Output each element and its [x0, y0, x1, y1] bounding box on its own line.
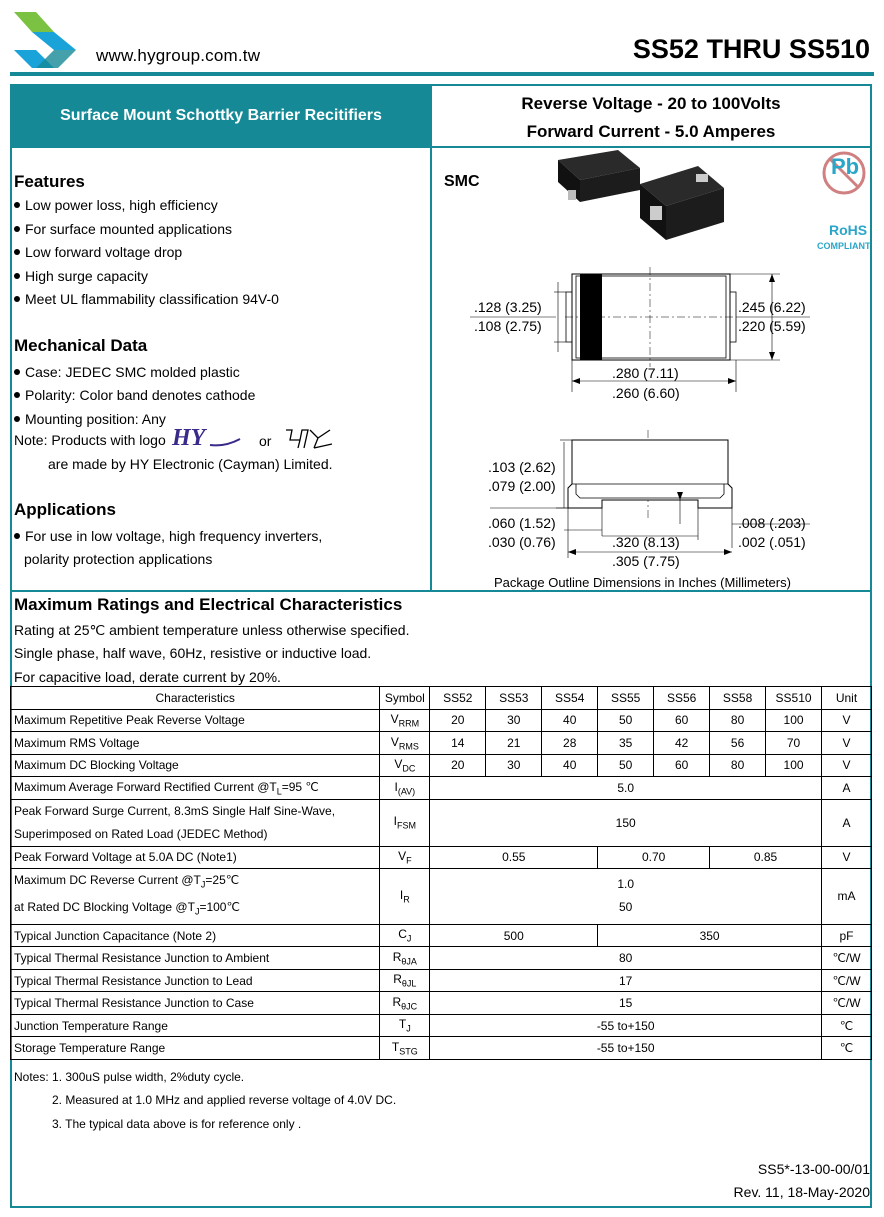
header-cell: SS54 — [542, 687, 598, 710]
dim-standoff-max: .008 (.203) — [738, 515, 806, 531]
value-cell: 150 — [430, 799, 822, 846]
smc-package-photo — [552, 148, 732, 246]
header-cell: SS58 — [710, 687, 766, 710]
ratings-condition: Rating at 25℃ ambient temperature unless otherwise specified. — [14, 622, 410, 638]
table-row — [11, 846, 872, 869]
symbol-cell: $I_{FSM}$ — [380, 799, 430, 846]
svg-text:HY: HY — [172, 425, 206, 449]
row-label: Maximum DC Reverse Current $@T_J=25℃$ at Rated DC Blocking Voltage $@T_J=100℃$ — [11, 869, 380, 925]
value-cell: 0.85 — [710, 846, 822, 869]
unit-cell: V — [822, 754, 872, 777]
dim-thickness-min: .079 (2.00) — [488, 478, 556, 494]
value-cell: 100 — [766, 709, 822, 732]
table-row — [11, 1037, 872, 1060]
table-row — [11, 969, 872, 992]
hy-bold-logo-icon — [170, 425, 242, 449]
note-1: Notes: 1. 300uS pulse width, 2%duty cycle. — [14, 1070, 245, 1084]
feature-item: Meet UL flammability classification 94V-0 — [14, 291, 279, 307]
symbol-cell: $V_{DC}$ — [380, 754, 430, 777]
unit-cell: V — [822, 732, 872, 755]
hy-logo-icon — [14, 10, 80, 70]
row-label: Storage Temperature Range — [11, 1037, 380, 1060]
note-2: 2. Measured at 1.0 MHz and applied reverse voltage of 4.0V DC. — [52, 1093, 397, 1107]
header-cell: Characteristics — [11, 687, 380, 710]
value-cell: 40 — [542, 754, 598, 777]
table-row — [11, 1014, 872, 1037]
revision-info: Rev. 11, 18-May-2020 — [733, 1184, 870, 1200]
feature-item: For surface mounted applications — [14, 221, 232, 237]
symbol-cell: $V_{RMS}$ — [380, 732, 430, 755]
value-cell: 28 — [542, 732, 598, 755]
symbol-cell: $T_{STG}$ — [380, 1037, 430, 1060]
value-cell: 60 — [654, 754, 710, 777]
symbol-cell: $I_{(AV)}$ — [380, 777, 430, 800]
feature-item: Low power loss, high efficiency — [14, 197, 218, 213]
table-row — [11, 777, 872, 800]
header-cell: SS510 — [766, 687, 822, 710]
dim-height-min: .220 (5.59) — [738, 318, 806, 334]
rohs-label: RoHS — [829, 222, 868, 238]
rating-summary — [432, 86, 870, 146]
divider-vertical — [430, 86, 432, 592]
value-cell: 35 — [598, 732, 654, 755]
logo-note-suffix: are made by HY Electronic (Cayman) Limited. — [48, 456, 333, 472]
package-caption: Package Outline Dimensions in Inches (Millimeters) — [494, 575, 791, 590]
row-label: Typical Thermal Resistance Junction to Ambient — [11, 947, 380, 970]
table-row — [11, 869, 872, 925]
symbol-cell: $V_F$ — [380, 846, 430, 869]
symbol-cell: $I_R$ — [380, 869, 430, 925]
value-cell: 21 — [486, 732, 542, 755]
unit-cell: A — [822, 777, 872, 800]
header-cell: Symbol — [380, 687, 430, 710]
dim-length-max: .280 (7.11) — [612, 365, 679, 381]
application-item-cont: polarity protection applications — [24, 551, 213, 567]
website-url[interactable]: www.hygroup.com.tw — [96, 46, 261, 65]
header-cell: SS55 — [598, 687, 654, 710]
unit-cell: mA — [822, 869, 872, 925]
row-label: Peak Forward Surge Current, 8.3mS Single Half Sine-Wave, Superimposed on Rated Load (JEDEC Method) — [11, 799, 380, 846]
value-cell: 350 — [598, 924, 822, 947]
note-3: 3. The typical data above is for reference only . — [52, 1117, 302, 1131]
rohs-compliant-label: COMPLIANT — [817, 241, 871, 251]
dim-width-max: .128 (3.25) — [474, 299, 542, 315]
value-cell: 20 — [430, 754, 486, 777]
dim-lead-min: .030 (0.76) — [488, 534, 556, 550]
header-rule — [10, 72, 874, 76]
table-row — [11, 947, 872, 970]
hy-outline-logo-icon — [284, 426, 334, 450]
value-cell: 17 — [430, 969, 822, 992]
row-label: Maximum RMS Voltage — [11, 732, 380, 755]
row-label: Maximum Average Forward Rectified Current $@T_L=95$ ℃ — [11, 777, 380, 800]
dim-width-min: .108 (2.75) — [474, 318, 542, 334]
unit-cell: A — [822, 799, 872, 846]
table-header-row — [11, 687, 872, 710]
value-cell: 20 — [430, 709, 486, 732]
application-item: For use in low voltage, high frequency inverters, — [14, 528, 322, 544]
characteristics-table — [10, 686, 872, 1060]
dim-height-max: .245 (6.22) — [738, 299, 806, 315]
logo-note: Note: Products with logo — [14, 432, 166, 448]
value-cell: 50 — [598, 754, 654, 777]
dim-overall-min: .305 (7.75) — [612, 553, 680, 569]
features-title: Features — [14, 172, 85, 191]
unit-cell: V — [822, 846, 872, 869]
logo-note-or: or — [259, 433, 272, 449]
document-number: SS5*-13-00-00/01 — [757, 1161, 870, 1177]
table-row — [11, 754, 872, 777]
applications-title: Applications — [14, 500, 117, 519]
value-cell: 40 — [542, 709, 598, 732]
dim-overall-max: .320 (8.13) — [612, 534, 680, 550]
value-cell: 56 — [710, 732, 766, 755]
header-cell: SS52 — [430, 687, 486, 710]
value-cell: 14 — [430, 732, 486, 755]
value-cell: 60 — [654, 709, 710, 732]
value-cell: 15 — [430, 992, 822, 1015]
value-cell: 30 — [486, 709, 542, 732]
product-type-banner: Surface Mount Schottky Barrier Recitifiers — [12, 86, 430, 146]
value-cell: 5.0 — [430, 777, 822, 800]
feature-item: High surge capacity — [14, 268, 148, 284]
row-label: Maximum Repetitive Peak Reverse Voltage — [11, 709, 380, 732]
symbol-cell: $R_{\theta JC}$ — [380, 992, 430, 1015]
value-cell: -55 to+150 — [430, 1037, 822, 1060]
symbol-cell: $C_J$ — [380, 924, 430, 947]
forward-current-summary: Forward Current - 5.0 Amperes — [526, 122, 776, 141]
value-cell: 42 — [654, 732, 710, 755]
dim-length-min: .260 (6.60) — [612, 385, 680, 401]
row-label: Typical Thermal Resistance Junction to Case — [11, 992, 380, 1015]
ratings-condition: Single phase, half wave, 60Hz, resistive or inductive load. — [14, 645, 372, 661]
unit-cell: V — [822, 709, 872, 732]
value-cell: -55 to+150 — [430, 1014, 822, 1037]
mechanical-item: Polarity: Color band denotes cathode — [14, 387, 255, 403]
divider-horizontal — [12, 146, 870, 148]
mechanical-title: Mechanical Data — [14, 336, 148, 355]
mechanical-item: Case: JEDEC SMC molded plastic — [14, 364, 240, 380]
table-row — [11, 924, 872, 947]
unit-cell: ℃ — [822, 1014, 872, 1037]
row-label: Typical Thermal Resistance Junction to Lead — [11, 969, 380, 992]
dim-standoff-min: .002 (.051) — [738, 534, 806, 550]
header-cell: Unit — [822, 687, 872, 710]
row-label: Junction Temperature Range — [11, 1014, 380, 1037]
value-cell: 80 — [710, 709, 766, 732]
unit-cell: ℃/W — [822, 947, 872, 970]
divider-horizontal — [12, 590, 870, 592]
ratings-condition: For capacitive load, derate current by 20%. — [14, 669, 281, 685]
mechanical-item: Mounting position: Any — [14, 411, 166, 427]
reverse-voltage-summary: Reverse Voltage - 20 to 100Volts — [521, 94, 781, 113]
row-label: Maximum DC Blocking Voltage — [11, 754, 380, 777]
value-cell: 80 — [710, 754, 766, 777]
value-cell: 100 — [766, 754, 822, 777]
row-label: Typical Junction Capacitance (Note 2) — [11, 924, 380, 947]
part-title: SS52 THRU SS510 — [632, 34, 870, 64]
value-cell: 80 — [430, 947, 822, 970]
value-cell: 0.55 — [430, 846, 598, 869]
table-row — [11, 709, 872, 732]
unit-cell: ℃/W — [822, 969, 872, 992]
dim-thickness-max: .103 (2.62) — [488, 459, 556, 475]
value-cell: 70 — [766, 732, 822, 755]
symbol-cell: $R_{\theta JA}$ — [380, 947, 430, 970]
unit-cell: pF — [822, 924, 872, 947]
row-label: Peak Forward Voltage at 5.0A DC (Note1) — [11, 846, 380, 869]
unit-cell: ℃ — [822, 1037, 872, 1060]
dim-lead-max: .060 (1.52) — [488, 515, 556, 531]
ratings-title: Maximum Ratings and Electrical Characteristics — [14, 595, 403, 614]
symbol-cell: $T_J$ — [380, 1014, 430, 1037]
symbol-cell: $V_{RRM}$ — [380, 709, 430, 732]
pb-label: Pb — [831, 154, 860, 179]
header-cell: SS56 — [654, 687, 710, 710]
package-name: SMC — [444, 173, 480, 190]
table-row — [11, 732, 872, 755]
value-cell: 0.70 — [598, 846, 710, 869]
value-cell: 500 — [430, 924, 598, 947]
value-cell: 1.0 50 — [430, 869, 822, 925]
symbol-cell: $R_{\theta JL}$ — [380, 969, 430, 992]
unit-cell: ℃/W — [822, 992, 872, 1015]
value-cell: 50 — [598, 709, 654, 732]
table-row — [11, 992, 872, 1015]
value-cell: 30 — [486, 754, 542, 777]
header-cell: SS53 — [486, 687, 542, 710]
feature-item: Low forward voltage drop — [14, 244, 182, 260]
table-row — [11, 799, 872, 846]
